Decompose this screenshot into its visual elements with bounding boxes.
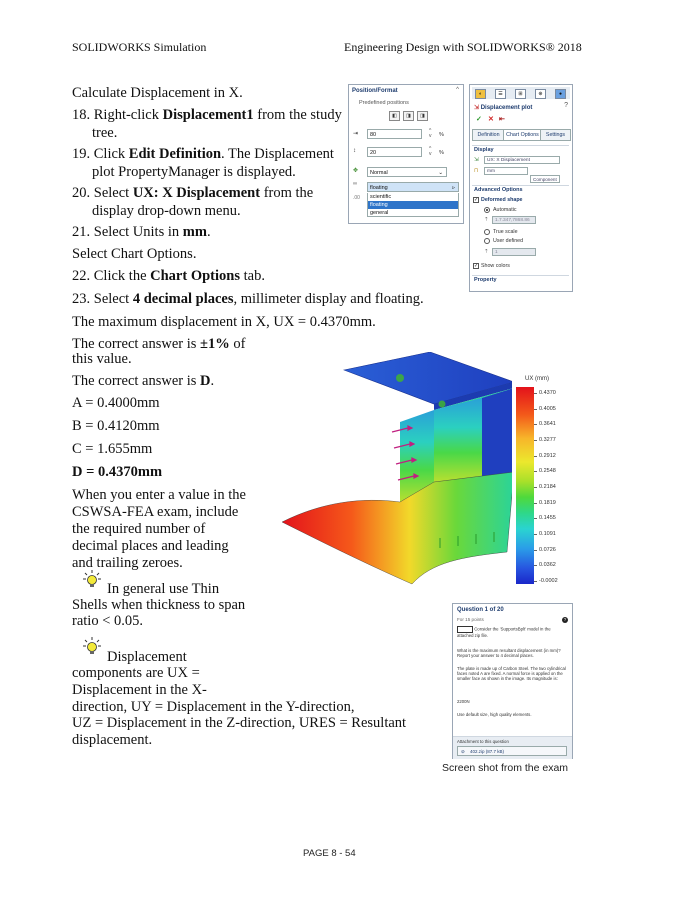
style-icon: ✥ — [353, 168, 359, 174]
manager-tabs — [472, 87, 570, 99]
true-scale-radio[interactable] — [484, 229, 490, 235]
vertical-position-input[interactable]: 20 — [367, 147, 422, 157]
component-icon: ⇲ — [474, 157, 479, 163]
options-icon: .00 — [353, 195, 360, 201]
position-center-button[interactable]: ◨ — [403, 111, 414, 121]
deformed-shape-label: Deformed shape — [481, 197, 523, 203]
number-format-value: floating — [370, 185, 388, 191]
legend-value: 0.1455 — [539, 515, 556, 521]
advanced-options-header[interactable]: Advanced Options — [472, 185, 569, 194]
tab-definition[interactable]: Definition — [472, 129, 505, 141]
vertical-position-icon: ↕ — [353, 148, 356, 154]
predefined-positions-label: Predefined positions — [359, 100, 409, 106]
lightbulb-icon — [82, 636, 102, 656]
format-option-general[interactable]: general — [367, 209, 459, 217]
chevron-down-icon: ⌄ — [438, 170, 443, 176]
legend-tick — [534, 456, 537, 457]
format-option-scientific[interactable]: scientific — [367, 193, 459, 201]
tip2-line-1: Displacement — [107, 649, 187, 665]
legend-value: -0.0002 — [539, 578, 558, 584]
horizontal-spinner[interactable]: ^ v — [429, 128, 432, 139]
show-colors-checkbox[interactable]: ✓ — [474, 263, 479, 269]
option-a: A = 0.4000mm — [72, 395, 160, 411]
dimxpert-icon[interactable]: ⊕ — [535, 89, 546, 99]
option-b: B = 0.4120mm — [72, 418, 160, 434]
feature-manager-icon[interactable]: ◐ — [475, 89, 486, 99]
property-manager-icon[interactable]: ☰ — [495, 89, 506, 99]
lightbulb-icon — [82, 569, 102, 589]
format-option-floating[interactable]: floating — [367, 201, 459, 209]
plot-title: ⇲ Displacement plot — [474, 105, 533, 111]
pushpin-icon[interactable]: ⇤ — [499, 116, 505, 123]
number-format-dropdown[interactable] — [367, 182, 459, 192]
displacement-plot-panel — [469, 84, 573, 292]
step-22: 22. Click the Chart Options tab. — [72, 268, 265, 284]
color-scale-bar — [516, 387, 534, 584]
user-scale-field: 1 — [492, 248, 536, 256]
legend-tick — [534, 409, 537, 410]
ok-icon[interactable]: ✓ — [476, 116, 482, 123]
units-icon: ⊓ — [474, 168, 479, 174]
legend-tick — [534, 550, 537, 551]
displacement-model-plot — [282, 352, 512, 587]
cursor-icon: ▹ — [452, 185, 455, 191]
note-line-3: the required number of — [72, 521, 206, 537]
step-20-cont: display drop-down menu. — [92, 203, 241, 219]
tip-line-2: Shells when thickness to span — [72, 597, 246, 613]
note-line-1: When you enter a value in the — [72, 487, 246, 503]
automatic-label: Automatic — [493, 207, 517, 213]
legend-tick — [534, 424, 537, 425]
component-dropdown[interactable]: UX: X Displacement — [484, 156, 560, 164]
question-body-4: 2200N — [457, 699, 470, 704]
legend-tick — [534, 393, 537, 394]
style-value: Normal — [370, 170, 388, 176]
attachment-label: Attachment to this question — [457, 739, 509, 744]
collapse-icon[interactable]: ^ — [456, 87, 459, 93]
appearance-icon[interactable]: ● — [555, 89, 566, 99]
tab-chart-options[interactable]: Chart Options — [503, 129, 542, 141]
exam-question-panel — [452, 603, 573, 759]
legend-value: 0.4005 — [539, 406, 556, 412]
note-line-4: decimal places and leading — [72, 538, 229, 554]
horizontal-position-input[interactable]: 80 — [367, 129, 422, 139]
correct-range-cont: this value. — [72, 351, 132, 367]
correct-answer: The correct answer is D. — [72, 373, 215, 389]
legend-tick — [534, 503, 537, 504]
paperclip-icon: ⊘ — [461, 749, 465, 754]
help-icon[interactable]: ? — [564, 102, 568, 109]
horizontal-position-icon: ⇥ — [353, 131, 359, 137]
legend-tick — [534, 518, 537, 519]
step-19: 19. Click Edit Definition. The Displacement — [72, 146, 334, 162]
number-format-icon: ⁰⁰ — [353, 182, 358, 188]
style-dropdown[interactable] — [367, 167, 447, 177]
step-23: 23. Select 4 decimal places, millimeter display and floating. — [72, 291, 424, 307]
question-body-3: The plate is made up of Carbon Steel. The two cylindrical faces noted A are fixed. A normal force is applied on the smaller face as shown in the image. Its magnitude is: — [457, 666, 566, 682]
question-body-1: Consider the 'SupportsBplt' model in the attached zip file. — [457, 626, 551, 638]
help-icon[interactable]: ? — [563, 617, 567, 622]
section-heading: Calculate Displacement in X. — [72, 85, 243, 101]
scale-icon: ⇡ — [484, 249, 489, 255]
scale-icon: ⇡ — [484, 217, 489, 223]
position-format-panel — [348, 84, 464, 224]
question-body-5: Use default size, high quality elements. — [457, 712, 532, 717]
option-c: C = 1.655mm — [72, 441, 153, 457]
running-header-right: Engineering Design with SOLIDWORKS® 2018 — [344, 40, 582, 54]
step-18: 18. Right-click Displacement1 from the study — [72, 107, 342, 123]
tip2-line-5: UZ = Displacement in the Z-direction, URES = Resultant — [72, 715, 407, 731]
tip2-line-3: Displacement in the X- — [72, 682, 207, 698]
legend-value: 0.3641 — [539, 421, 556, 427]
percent-label: % — [439, 132, 444, 138]
deformed-shape-checkbox[interactable]: ✓ — [474, 197, 479, 203]
show-colors-label: Show colors — [481, 263, 510, 269]
component-tooltip: Component — [530, 175, 560, 183]
note-line-5: and trailing zeroes. — [72, 555, 183, 571]
legend-value: 0.1091 — [539, 531, 556, 537]
page-footer: PAGE 8 - 54 — [303, 848, 356, 859]
tip2-line-6: displacement. — [72, 732, 153, 748]
vertical-spinner[interactable]: ^ v — [429, 146, 432, 157]
legend-tick — [534, 565, 537, 566]
note-line-2: CSWSA-FEA exam, include — [72, 504, 239, 520]
legend-tick — [534, 487, 537, 488]
legend-tick — [534, 440, 537, 441]
question-body-2: What is the maximum resultant displacement (in mm)? Report your answer to 4 decimal places. — [457, 648, 561, 659]
question-title: Question 1 of 20 — [457, 607, 504, 613]
automatic-scale-field: 1.7.347,7868.86 — [492, 216, 536, 224]
question-points: For 15 points — [457, 617, 484, 622]
max-displacement: The maximum displacement in X, UX = 0.4370mm. — [72, 314, 376, 330]
step-21: 21. Select Units in mm. — [72, 224, 211, 240]
legend-tick — [534, 534, 537, 535]
chart-options-note: Select Chart Options. — [72, 246, 197, 262]
legend-value: 0.4370 — [539, 390, 556, 396]
option-d: D = 0.4370mm — [72, 464, 163, 480]
attachment-area — [453, 736, 572, 759]
flag-box[interactable] — [457, 626, 473, 633]
tip-line-1: In general use Thin — [107, 581, 220, 597]
legend-value: 0.0726 — [539, 547, 556, 553]
user-defined-label: User defined — [493, 238, 524, 244]
legend-value: 0.2912 — [539, 453, 556, 459]
running-header-left: SOLIDWORKS Simulation — [72, 40, 207, 54]
legend-tick — [534, 581, 537, 582]
legend-value: 0.0362 — [539, 562, 556, 568]
true-scale-label: True scale — [493, 229, 518, 235]
legend-tick — [534, 471, 537, 472]
attachment-file-link[interactable]: ⊘ 402.zip (87.7 kB) — [457, 746, 567, 756]
cancel-icon[interactable]: ✕ — [488, 116, 494, 123]
correct-range: The correct answer is ±1% of — [72, 336, 246, 352]
property-header[interactable]: Property — [472, 275, 569, 284]
units-dropdown[interactable]: mm — [484, 167, 528, 175]
position-left-button[interactable]: ◧ — [389, 111, 400, 121]
legend-title: UX (mm) — [525, 376, 549, 382]
step-18-cont: tree. — [92, 125, 118, 141]
configuration-manager-icon[interactable]: ⊞ — [515, 89, 526, 99]
figure-caption: Screen shot from the exam — [442, 762, 569, 774]
step-20: 20. Select UX: X Displacement from the — [72, 185, 314, 201]
legend-value: 0.3277 — [539, 437, 556, 443]
automatic-radio[interactable] — [484, 207, 490, 213]
tip2-line-2: components are UX = — [72, 665, 200, 681]
display-section-header[interactable]: Display — [472, 145, 569, 154]
tip2-line-4: direction, UY = Displacement in the Y-direction, — [72, 699, 355, 715]
legend-value: 0.1819 — [539, 500, 556, 506]
percent-label: % — [439, 150, 444, 156]
position-right-button[interactable]: ◨ — [417, 111, 428, 121]
legend-value: 0.2548 — [539, 468, 556, 474]
tab-settings[interactable]: Settings — [540, 129, 571, 141]
step-19-cont: plot PropertyManager is displayed. — [92, 164, 296, 180]
legend-value: 0.2184 — [539, 484, 556, 490]
panel-title: Position/Format — [352, 88, 398, 94]
tip-line-3: ratio < 0.05. — [72, 613, 143, 629]
user-defined-radio[interactable] — [484, 238, 490, 244]
